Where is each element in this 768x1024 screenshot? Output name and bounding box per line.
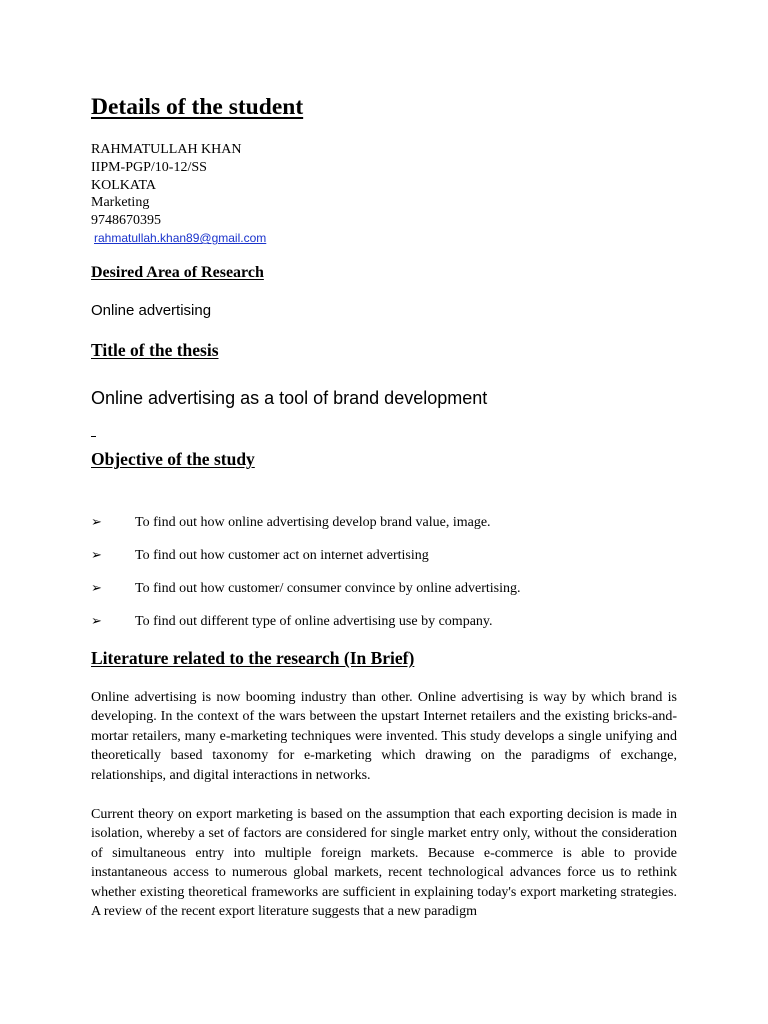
objective-item xyxy=(91,548,429,564)
student-phone: 9748670395 xyxy=(91,213,161,228)
objective-item-text: To find out how customer act on internet advertising xyxy=(135,548,429,563)
student-city: KOLKATA xyxy=(91,178,156,193)
desired-area-heading: Desired Area of Research xyxy=(91,264,264,281)
arrow-bullet-icon: ➢ xyxy=(91,614,102,629)
arrow-bullet-icon: ➢ xyxy=(91,581,102,596)
objective-item xyxy=(91,515,491,531)
arrow-bullet-icon: ➢ xyxy=(91,515,102,530)
student-email-link[interactable]: rahmatullah.khan89@gmail.com xyxy=(94,231,267,245)
literature-paragraph: Current theory on export marketing is based on the assumption that each exporting decision is made in isolation, whereby a set of factors are considered for single market entry only, without the consideration of simultaneous entry into multiple foreign markets. Because e-commerce is able to provide instantaneous access to numerous global markets, recent technological advances force us to rethink whether existing theoretical frameworks are sufficient in explaining today's export marketing strategies. A review of the recent export literature suggests that a new paradigm xyxy=(91,807,677,920)
student-name: RAHMATULLAH KHAN xyxy=(91,142,242,157)
page-title: Details of the student xyxy=(91,94,304,120)
objective-item-text: To find out how online advertising develop brand value, image. xyxy=(135,515,491,530)
thesis-heading: Title of the thesis xyxy=(91,340,219,360)
student-specialization: Marketing xyxy=(91,195,150,210)
desired-area-text: Online advertising xyxy=(91,302,212,319)
thesis-title-text: Online advertising as a tool of brand development xyxy=(91,388,488,408)
student-roll: IIPM-PGP/10-12/SS xyxy=(91,160,207,175)
objective-item xyxy=(91,614,493,630)
literature-heading: Literature related to the research (In Brief) xyxy=(91,648,415,668)
objective-item-text: To find out different type of online advertising use by company. xyxy=(135,614,493,629)
stray-underline-mark xyxy=(91,436,96,437)
literature-paragraph: Online advertising is now booming industry than other. Online advertising is way by which brand is developing. In the context of the wars between the upstart Internet retailers and the existing bricks-and-mortar retailers, many e-marketing techniques were invented. This study develops a single unifying and theoretically based taxonomy for e-marketing which drawing on the paradigms of exchange, relationships, and digital interactions in networks. xyxy=(91,690,677,783)
arrow-bullet-icon: ➢ xyxy=(91,548,102,563)
objective-heading: Objective of the study xyxy=(91,449,255,469)
objective-item xyxy=(91,581,521,597)
objective-item-text: To find out how customer/ consumer convince by online advertising. xyxy=(135,581,521,596)
